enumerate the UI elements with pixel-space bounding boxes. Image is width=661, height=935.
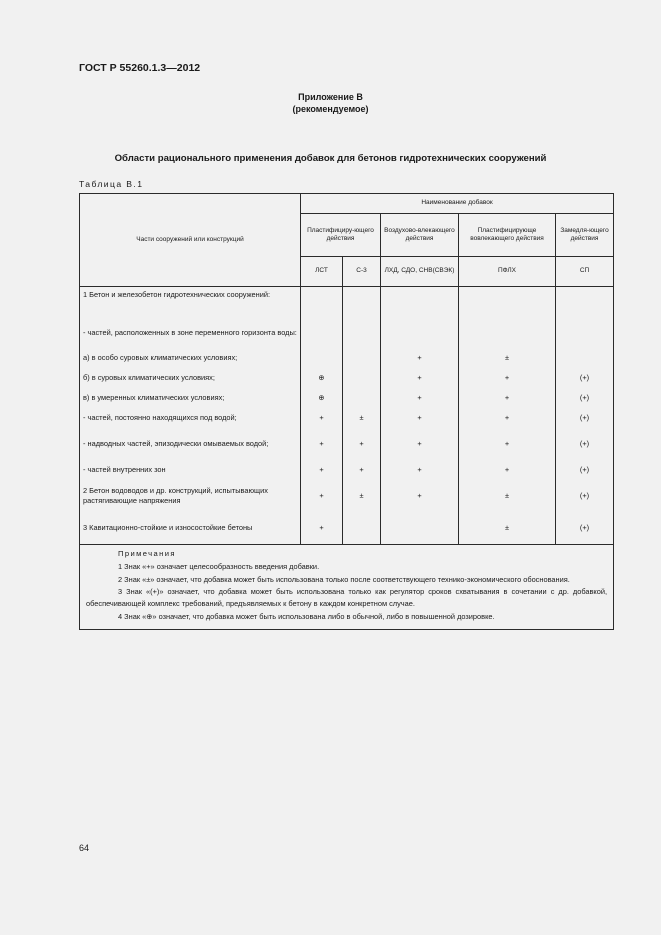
cell-sp xyxy=(556,349,614,368)
note-4: 4 Знак «⊕» означает, что добавка может быть использована либо в обычной, либо в повышенной дозировке. xyxy=(118,611,495,621)
cell-s3: ± xyxy=(343,408,381,428)
table-row xyxy=(80,428,614,460)
table-row xyxy=(80,368,614,388)
cell-pflh: + xyxy=(459,428,556,460)
row-label: а) в особо суровых климатических условиях; xyxy=(80,349,301,368)
cell-lst: + xyxy=(301,480,343,512)
cell-sp: (+) xyxy=(556,480,614,512)
group-header-plast-air: Пластифицирующе вовлекающего действия xyxy=(459,214,556,257)
cell-sp: (+) xyxy=(556,512,614,545)
cell-s3 xyxy=(343,368,381,388)
group-header-air-entraining: Воздухово-влекающего действия xyxy=(381,214,459,257)
notes-row xyxy=(80,545,614,630)
cell-sp: (+) xyxy=(556,388,614,408)
cell-pflh: + xyxy=(459,460,556,480)
table-row xyxy=(80,480,614,512)
group-header-plasticizing: Пластифициру-ющего действия xyxy=(301,214,381,257)
cell-lhd xyxy=(381,287,459,317)
row-label: - частей, постоянно находящихся под водой; xyxy=(80,408,301,428)
cell-sp xyxy=(556,287,614,317)
cell-pflh: ± xyxy=(459,349,556,368)
code-sp: СП xyxy=(556,257,614,287)
row-label: - надводных частей, эпизодически омываемых водой; xyxy=(80,428,301,460)
cell-lhd: + xyxy=(381,460,459,480)
code-pflh: ПФЛХ xyxy=(459,257,556,287)
cell-sp: (+) xyxy=(556,460,614,480)
cell-s3: + xyxy=(343,428,381,460)
cell-lhd xyxy=(381,512,459,545)
cell-sp xyxy=(556,317,614,349)
cell-s3 xyxy=(343,388,381,408)
table-row xyxy=(80,349,614,368)
cell-sp: (+) xyxy=(556,408,614,428)
notes-title: Примечания xyxy=(118,549,176,558)
col-header-parts: Части сооружений или конструкций xyxy=(80,194,301,287)
cell-lhd: + xyxy=(381,480,459,512)
cell-s3: ± xyxy=(343,480,381,512)
cell-sp: (+) xyxy=(556,368,614,388)
code-lhd: ЛХД, СДО, СНВ(СВЭК) xyxy=(381,257,459,287)
cell-lst: ⊕ xyxy=(301,368,343,388)
cell-s3 xyxy=(343,287,381,317)
cell-lhd: + xyxy=(381,388,459,408)
group-header-retarding: Замедля-ющего действия xyxy=(556,214,614,257)
cell-pflh: + xyxy=(459,408,556,428)
cell-sp: (+) xyxy=(556,428,614,460)
annex-title: Приложение В xyxy=(298,92,363,102)
cell-s3 xyxy=(343,349,381,368)
cell-lst xyxy=(301,287,343,317)
col-header-additive-name: Наименование добавок xyxy=(301,194,614,214)
table-row xyxy=(80,408,614,428)
cell-lst xyxy=(301,317,343,349)
cell-lhd: + xyxy=(381,349,459,368)
table-row xyxy=(80,287,614,317)
cell-lst xyxy=(301,349,343,368)
notes-cell xyxy=(80,545,614,630)
cell-lst: ⊕ xyxy=(301,388,343,408)
row-label: - частей внутренних зон xyxy=(80,460,301,480)
cell-pflh xyxy=(459,287,556,317)
row-label: в) в умеренных климатических условиях; xyxy=(80,388,301,408)
cell-lhd: + xyxy=(381,428,459,460)
standard-designation: ГОСТ Р 55260.1.3—2012 xyxy=(79,62,201,74)
row-label: 1 Бетон и железобетон гидротехнических сооружений: xyxy=(80,287,301,317)
section-title: Области рационального применения добавок для бетонов гидротехнических сооружений xyxy=(114,153,547,164)
cell-lhd: + xyxy=(381,368,459,388)
note-3: 3 Знак «(+)» означает, что добавка может быть использована только как регулятор сроков схватывания в сочетании с др. добавкой, обеспечивающей комплекс требований, предъявляемых к бетону в каждом конкретном случае. xyxy=(86,587,608,608)
table-row xyxy=(80,317,614,349)
table-row xyxy=(80,512,614,545)
row-label: б) в суровых климатических условиях; xyxy=(80,368,301,388)
code-s3: С-3 xyxy=(343,257,381,287)
cell-s3 xyxy=(343,512,381,545)
table-row xyxy=(80,460,614,480)
cell-pflh: ± xyxy=(459,480,556,512)
page-number: 64 xyxy=(79,843,90,853)
header-row-1 xyxy=(80,194,614,214)
note-1: 1 Знак «+» означает целесообразность введения добавки. xyxy=(118,561,320,571)
note-2: 2 Знак «±» означает, что добавка может быть использована только после соответствующего технико-экономического обоснования. xyxy=(118,574,570,584)
code-lst: ЛСТ xyxy=(301,257,343,287)
cell-lst: + xyxy=(301,460,343,480)
annex-status: (рекомендуемое) xyxy=(292,104,369,114)
row-label: 2 Бетон водоводов и др. конструкций, испытывающих растягивающие напряжения xyxy=(80,480,301,512)
row-label: - частей, расположенных в зоне переменного горизонта воды: xyxy=(80,317,301,349)
cell-lst: + xyxy=(301,512,343,545)
cell-lhd xyxy=(381,317,459,349)
cell-s3: + xyxy=(343,460,381,480)
cell-pflh: + xyxy=(459,368,556,388)
table-caption: Таблица В.1 xyxy=(79,179,144,189)
cell-s3 xyxy=(343,317,381,349)
cell-pflh: ± xyxy=(459,512,556,545)
table-row xyxy=(80,388,614,408)
row-label: 3 Кавитационно-стойкие и износостойкие бетоны xyxy=(80,512,301,545)
cell-pflh xyxy=(459,317,556,349)
cell-pflh: + xyxy=(459,388,556,408)
cell-lst: + xyxy=(301,408,343,428)
cell-lst: + xyxy=(301,428,343,460)
additives-table xyxy=(79,193,614,630)
cell-lhd: + xyxy=(381,408,459,428)
